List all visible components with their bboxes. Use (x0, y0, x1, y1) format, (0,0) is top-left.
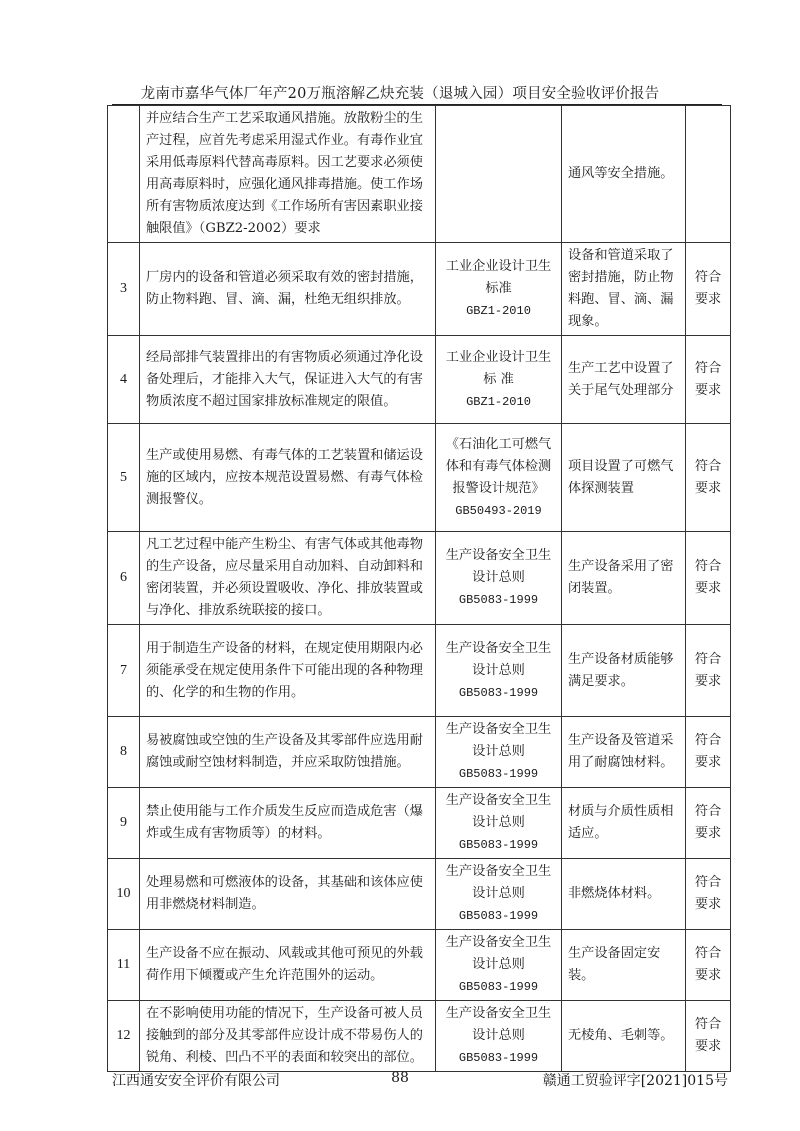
basis-standard-code: GB5083-1999 (458, 838, 539, 852)
basis-standard-code: GBZ1-2010 (466, 394, 531, 409)
basis-cell (436, 930, 562, 1001)
requirement-text: 易被腐蚀或空蚀的生产设备及其零部件应选用耐腐蚀或耐空蚀材料制造，并应采取防蚀措施。 (140, 717, 436, 788)
requirement-text: 生产设备不应在振动、风载或其他可预见的外载荷作用下倾覆或产生允许范围外的运动。 (140, 930, 436, 1001)
page-number: 88 (391, 1070, 409, 1086)
basis-standard-name: 工业企业设计卫生 标 准 (445, 349, 552, 387)
row-number: 8 (108, 717, 140, 788)
row-number (108, 106, 140, 243)
actual-measure: 生产工艺中设置了关于尾气处理部分 (562, 336, 686, 424)
conformity-result: 符合要求 (686, 336, 731, 424)
table-row (108, 243, 731, 336)
row-number: 11 (108, 930, 140, 1001)
basis-cell (436, 424, 562, 532)
basis-cell (436, 625, 562, 717)
actual-measure: 非燃烧体材料。 (562, 859, 686, 930)
basis-standard-code: GB5083-1999 (458, 909, 539, 923)
table-row (108, 336, 731, 424)
basis-standard-code: GB50493-2019 (455, 503, 542, 518)
page-header-title: 龙南市嘉华气体厂年产20万瓶溶解乙炔充装（退城入园）项目安全验收评价报告 (140, 86, 660, 102)
row-number: 5 (108, 424, 140, 532)
table-row (108, 930, 731, 1001)
requirement-text: 经局部排气装置排出的有害物质必须通过净化设 备处理后，才能排入大气，保证进入大气的有害 物质浓度不超过国家排放标准规定的限值。 (140, 336, 436, 424)
conformity-result: 符合要求 (686, 424, 731, 532)
table-row (108, 717, 731, 788)
basis-standard-code: GB5083-1999 (458, 1051, 539, 1065)
requirement-text: 在不影响使用功能的情况下，生产设备可被人员接触到的部分及其零部件应设计成不带易伤人的锐角、利棱、凹凸不平的表面和较突出的部位。 (140, 1001, 436, 1072)
basis-standard-code: GB5083-1999 (458, 593, 539, 607)
row-number: 4 (108, 336, 140, 424)
actual-measure: 生产设备及管道采用了耐腐蚀材料。 (562, 717, 686, 788)
basis-standard-code: GBZ1-2010 (466, 304, 531, 318)
requirement-text: 禁止使用能与工作介质发生反应而造成危害（爆炸或生成有害物质等）的材料。 (140, 788, 436, 859)
basis-cell (436, 788, 562, 859)
requirement-text: 厂房内的设备和管道必须采取有效的密封措施，防止物料跑、冒、滴、漏，杜绝无组织排放。 (140, 243, 436, 336)
conformity-result: 符合要求 (686, 532, 731, 625)
table-row (108, 859, 731, 930)
basis-standard-name: 生产设备安全卫生设计总则 (445, 548, 552, 585)
conformity-result: 符合要求 (686, 1001, 731, 1072)
table-row (108, 106, 731, 243)
requirement-text: 并应结合生产工艺采取通风措施。放散粉尘的生产过程，应首先考虑采用湿式作业。有毒作业宜采用低毒原料代替高毒原料。因工艺要求必须使用高毒原料时，应强化通风排毒措施。使工作场所有害物质浓度达到《工作场所有害因素职业接触限值》（GBZ2-2002）要求 (140, 106, 436, 243)
requirement-text: 处理易燃和可燃液体的设备，其基础和该体应使用非燃烧材料制造。 (140, 859, 436, 930)
basis-standard-name: 生产设备安全卫生设计总则 (445, 640, 552, 678)
row-number: 12 (108, 1001, 140, 1072)
table-row (108, 788, 731, 859)
row-number: 3 (108, 243, 140, 336)
basis-standard-name: 生产设备安全卫生设计总则 (445, 722, 552, 759)
conformity-result: 符合要求 (686, 788, 731, 859)
basis-cell (436, 106, 562, 243)
conformity-result: 符合要求 (686, 930, 731, 1001)
table-row (108, 532, 731, 625)
actual-measure: 生产设备固定安装。 (562, 930, 686, 1001)
basis-cell (436, 243, 562, 336)
actual-measure: 项目设置了可燃气体探测装置 (562, 424, 686, 532)
basis-standard-name: 生产设备安全卫生设计总则 (445, 1006, 552, 1043)
row-number: 6 (108, 532, 140, 625)
actual-measure: 生产设备采用了密闭装置。 (562, 532, 686, 625)
basis-cell (436, 1001, 562, 1072)
table-row (108, 1001, 731, 1072)
requirement-text: 凡工艺过程中能产生粉尘、有害气体或其他毒物的生产设备，应尽量采用自动加料、自动卸料和密闭装置，并必须设置吸收、净化、排放装置或与净化、排放系统联接的接口。 (140, 532, 436, 625)
basis-cell (436, 336, 562, 424)
conformity-result: 符合要求 (686, 625, 731, 717)
actual-measure: 通风等安全措施。 (562, 106, 686, 243)
conformity-result: 符合要求 (686, 859, 731, 930)
footer-company: 江西通安安全评价有限公司 (112, 1073, 280, 1089)
basis-standard-name: 生产设备安全卫生设计总则 (445, 864, 552, 901)
actual-measure: 生产设备材质能够满足要求。 (562, 625, 686, 717)
basis-standard-code: GB5083-1999 (458, 685, 539, 700)
footer-document-number: 赣通工贸验评字[2021]015号 (542, 1073, 728, 1089)
row-number: 9 (108, 788, 140, 859)
requirement-text: 生产或使用易燃、有毒气体的工艺装置和储运设 施的区域内，应按本规范设置易燃、有毒气体检 测报警仪。 (140, 424, 436, 532)
basis-standard-code: GB5083-1999 (458, 980, 539, 994)
basis-standard-name: 《石油化工可燃气体和有毒气体检测报警设计规范》 (445, 436, 552, 496)
conformity-result: 符合要求 (686, 243, 731, 336)
basis-standard-code: GB5083-1999 (458, 767, 539, 781)
basis-standard-name: 生产设备安全卫生设计总则 (445, 793, 552, 830)
basis-standard-name: 工业企业设计卫生标准 (445, 259, 552, 296)
basis-standard-name: 生产设备安全卫生设计总则 (445, 935, 552, 972)
actual-measure: 材质与介质性质相适应。 (562, 788, 686, 859)
requirement-text: 用于制造生产设备的材料，在规定使用期限内必须能承受在规定使用条件下可能出现的各种物理的、化学的和生物的作用。 (140, 625, 436, 717)
conformity-result (686, 106, 731, 243)
basis-cell (436, 532, 562, 625)
row-number: 10 (108, 859, 140, 930)
actual-measure: 设备和管道采取了密封措施，防止物料跑、冒、滴、漏现象。 (562, 243, 686, 336)
actual-measure: 无棱角、毛刺等。 (562, 1001, 686, 1072)
basis-cell (436, 859, 562, 930)
table-row (108, 424, 731, 532)
row-number: 7 (108, 625, 140, 717)
inspection-table (107, 105, 731, 1072)
basis-cell (436, 717, 562, 788)
conformity-result: 符合要求 (686, 717, 731, 788)
table-row (108, 625, 731, 717)
